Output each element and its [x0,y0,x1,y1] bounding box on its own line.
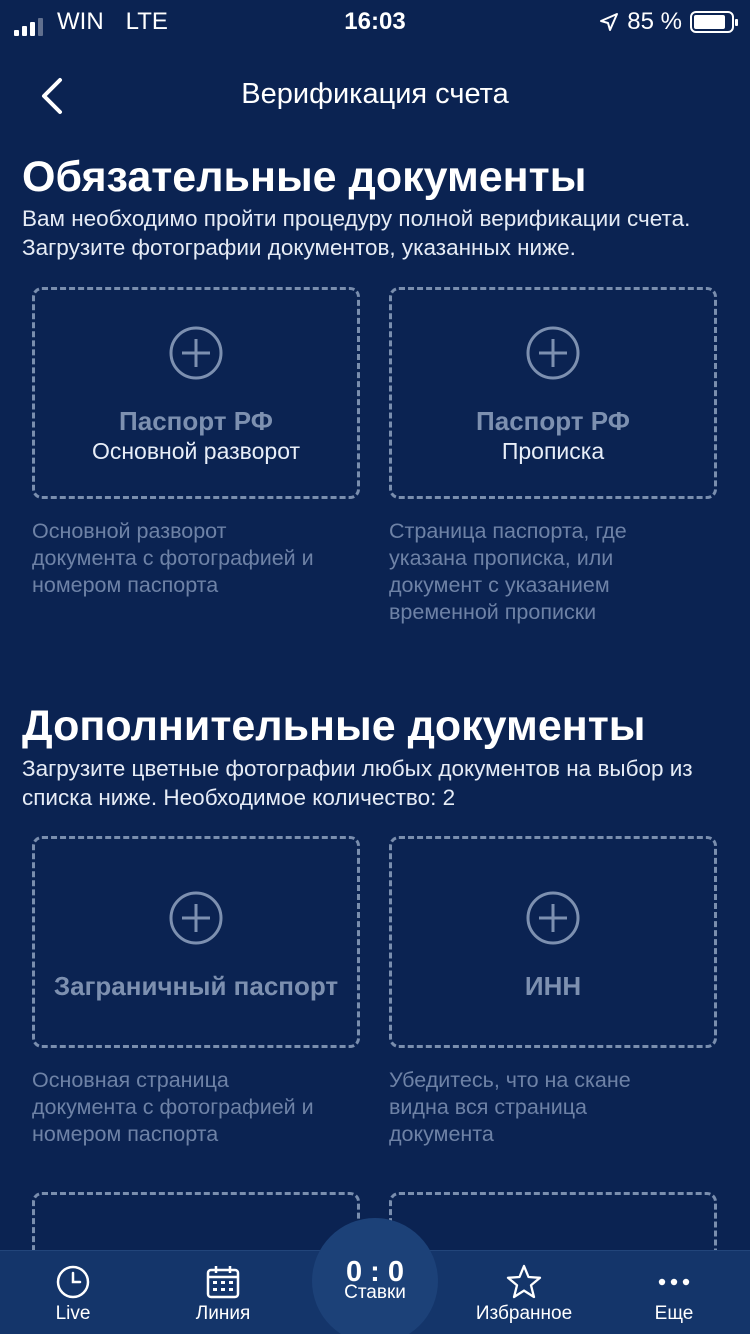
required-docs-title: Обязательные документы [22,153,587,201]
additional-docs-title: Дополнительные документы [22,702,646,750]
doc-name: Паспорт РФ [476,406,630,436]
doc-hint: Основной разворот документа с фотографией и номером паспорта [32,519,314,597]
tab-favorites[interactable] [459,1251,589,1334]
tab-label: Live [55,1303,91,1324]
location-arrow-icon [599,12,619,32]
status-time: 16:03 [344,8,406,35]
status-right [599,8,734,36]
required-docs-description: Вам необходимо пройти процедуру полной верификации счета. Загрузите фотографии документов, указанных ниже. [22,206,691,260]
battery-fill [694,15,725,29]
network-type: LTE [125,8,168,35]
status-bar [0,0,750,40]
tab-label: Еще [654,1303,694,1324]
upload-inn[interactable] [389,836,717,1048]
upload-foreign-passport[interactable] [32,836,360,1048]
additional-docs-description: Загрузите цветные фотографии любых документов на выбор из списка ниже. Необходимое количество: 2 [22,756,693,810]
bets-score: 0 : 0 [345,1256,405,1288]
page-title: Верификация счета [241,78,509,110]
add-icon [526,326,580,380]
add-icon [169,326,223,380]
doc-name: ИНН [524,971,582,1001]
doc-subtitle: Основной разворот [91,438,301,464]
doc-hint: Страница паспорта, где указана прописка, или документ с указанием временной прописки [389,519,627,624]
nav-bar [0,60,750,130]
tab-more[interactable] [609,1251,739,1334]
clock-icon [54,1263,92,1301]
battery-percent: 85 % [627,8,682,35]
more-dots-icon [655,1263,693,1301]
tab-label: Линия [195,1303,251,1324]
bets-button[interactable] [312,1218,438,1334]
tab-line[interactable] [158,1251,288,1334]
bets-label: Ставки [344,1282,406,1303]
tab-label: Избранное [475,1303,573,1324]
carrier-name: WIN [57,8,104,35]
doc-hint: Убедитесь, что на скане видна вся страница документа [389,1068,631,1146]
doc-name: Паспорт РФ [119,406,273,436]
doc-hint: Основная страница документа с фотографией и номером паспорта [32,1068,314,1146]
calendar-icon [204,1263,242,1301]
upload-passport-main[interactable] [32,287,360,499]
add-icon [169,891,223,945]
upload-passport-registration[interactable] [389,287,717,499]
doc-name: Заграничный паспорт [53,971,339,1001]
add-icon [526,891,580,945]
doc-subtitle: Прописка [501,438,605,464]
star-icon [505,1263,543,1301]
battery-icon [690,11,734,33]
tab-live[interactable] [8,1251,138,1334]
